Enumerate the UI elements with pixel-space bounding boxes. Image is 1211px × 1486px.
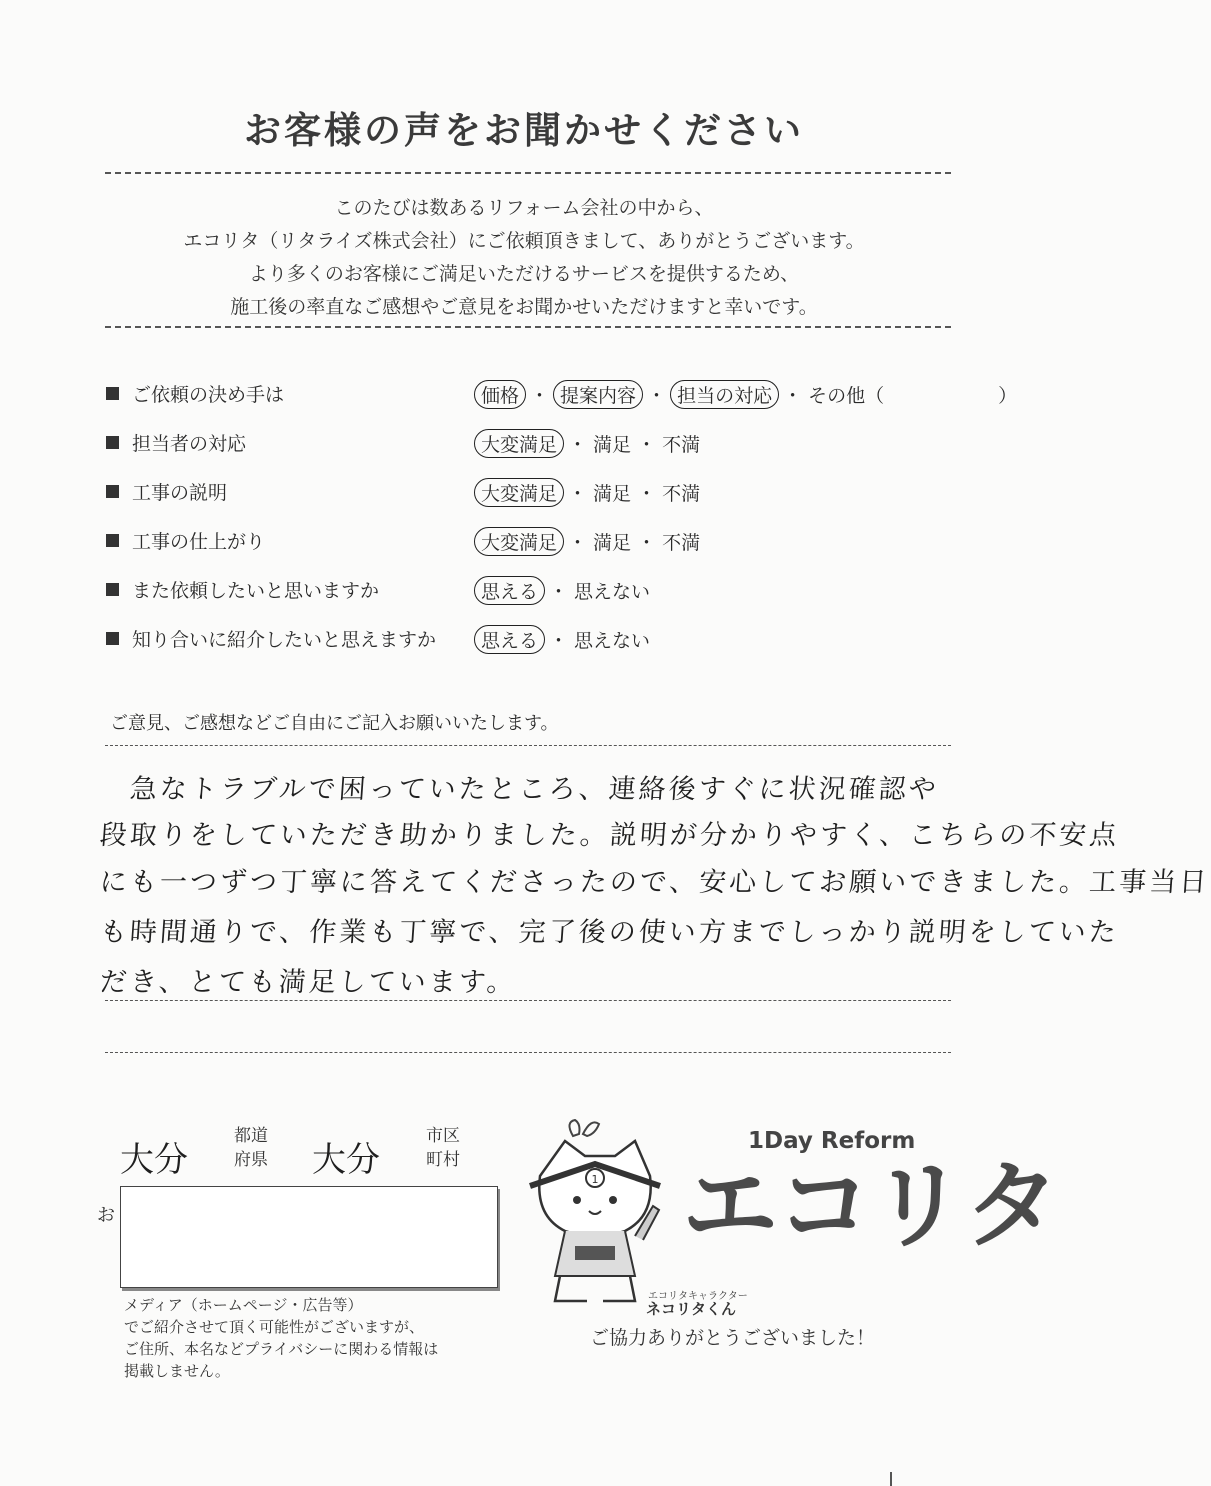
city-suffix-top: 市区: [426, 1126, 460, 1146]
answer-option[interactable]: 満足: [593, 434, 632, 456]
intro-text: [0, 192, 1048, 324]
bullet-square-icon: [106, 387, 119, 400]
option-separator: ・: [549, 581, 569, 603]
bullet-square-icon: [106, 632, 119, 645]
comment-line: 急なトラブルで困っていたところ、連絡後すぐに状況確認や: [128, 774, 940, 805]
answer-option[interactable]: 満足: [593, 532, 632, 554]
notice-line: でご紹介させて頂く可能性がございますが、: [124, 1318, 425, 1336]
notice-line: 掲載しません。: [124, 1362, 230, 1380]
question-row: [106, 478, 966, 508]
redaction-box: [120, 1186, 498, 1288]
comment-line: 段取りをしていただき助かりました。説明が分かりやすく、こちらの不安点: [98, 820, 1121, 851]
option-separator: ・: [637, 434, 657, 456]
option-separator: ・: [647, 385, 667, 407]
question-row: [106, 576, 966, 606]
option-separator: ・: [783, 385, 803, 407]
option-separator: ・: [568, 434, 588, 456]
prefecture-suffix: [234, 1124, 268, 1172]
question-label: ご依頼の決め手は: [132, 384, 285, 406]
comment-rule: [105, 1052, 951, 1053]
answer-option[interactable]: 不満: [662, 532, 701, 554]
mascot-cat-icon: [525, 1116, 665, 1316]
answer-option[interactable]: その他（ ）: [808, 385, 1018, 407]
bullet-square-icon: [106, 534, 119, 547]
prefecture-value: 大分: [120, 1140, 188, 1180]
notice-line: メディア（ホームページ・広告等）: [124, 1296, 363, 1314]
mascot-caption: エコリタキャラクター: [648, 1291, 748, 1302]
option-separator: ・: [568, 483, 588, 505]
answer-options: [474, 625, 652, 654]
bullet-square-icon: [106, 485, 119, 498]
answer-option[interactable]: 不満: [662, 434, 701, 456]
option-separator: ・: [568, 532, 588, 554]
divider-intro: [105, 326, 951, 328]
question-label: 知り合いに紹介したいと思えますか: [132, 629, 437, 651]
answer-option-selected[interactable]: 大変満足: [474, 429, 564, 458]
answer-option[interactable]: 思えない: [574, 630, 651, 652]
answer-options: [474, 429, 702, 458]
comment-line: だき、とても満足しています。: [98, 967, 518, 998]
question-row: [106, 527, 966, 557]
edge-mark: [890, 1472, 892, 1486]
mascot-name: ネコリタくん: [646, 1300, 737, 1318]
question-row: [106, 429, 966, 459]
city-suffix-bottom: 町村: [426, 1150, 460, 1170]
answer-option-selected[interactable]: 大変満足: [474, 527, 564, 556]
question-label: 工事の説明: [132, 482, 228, 504]
prefecture-suffix-bottom: 府県: [234, 1150, 268, 1170]
svg-text:1: 1: [591, 1173, 599, 1186]
answer-option-selected[interactable]: 価格: [474, 380, 526, 409]
answer-option-selected[interactable]: 大変満足: [474, 478, 564, 507]
divider-top: [105, 172, 951, 174]
logo-tagline: 1Day Reform: [748, 1128, 916, 1154]
intro-line: 施工後の率直なご感想やご意見をお聞かせいただけますと幸いです。: [230, 296, 818, 318]
comment-heading: ご意見、ご感想などご自由にご記入お願いいたします。: [110, 713, 559, 734]
option-separator: ・: [549, 630, 569, 652]
intro-line: このたびは数あるリフォーム会社の中から、: [334, 197, 714, 219]
answer-options: [474, 576, 652, 605]
bullet-square-icon: [106, 583, 119, 596]
brand-logo: エコリタ: [682, 1150, 1058, 1262]
answer-option-selected[interactable]: 担当の対応: [670, 380, 779, 409]
answer-option[interactable]: 満足: [593, 483, 632, 505]
question-label: また依頼したいと思いますか: [132, 580, 380, 602]
prefecture-suffix-top: 都道: [234, 1126, 268, 1146]
privacy-notice: [124, 1294, 438, 1382]
comment-rule: [105, 1000, 951, 1001]
answer-option-selected[interactable]: 思える: [474, 576, 545, 605]
question-row: [106, 380, 1018, 410]
name-label: お: [97, 1205, 115, 1226]
option-separator: ・: [637, 483, 657, 505]
option-separator: ・: [637, 532, 657, 554]
question-label: 担当者の対応: [132, 433, 247, 455]
question-label: 工事の仕上がり: [132, 531, 266, 553]
intro-line: より多くのお客様にご満足いただけるサービスを提供するため、: [248, 263, 800, 285]
question-row: [106, 625, 966, 655]
answer-options: [474, 527, 702, 556]
option-separator: ・: [530, 385, 550, 407]
comment-rule: [105, 745, 951, 746]
city-suffix: [426, 1124, 460, 1172]
city-value: 大分: [312, 1140, 380, 1180]
answer-option-selected[interactable]: 思える: [474, 625, 545, 654]
bullet-square-icon: [106, 436, 119, 449]
comment-line: にも一つずつ丁寧に答えてくださったので、安心してお願いできました。工事当日: [98, 867, 1211, 898]
answer-options: [474, 380, 1019, 409]
intro-line: エコリタ（リタライズ株式会社）にご依頼頂きまして、ありがとうございます。: [183, 230, 865, 252]
thanks-message: ご協力ありがとうございました！: [590, 1327, 876, 1349]
page-title: お客様の声をお聞かせください: [244, 109, 804, 152]
answer-option[interactable]: 思えない: [574, 581, 651, 603]
comment-line: も時間通りで、作業も丁寧で、完了後の使い方までしっかり説明をしていた: [98, 917, 1120, 948]
answer-option-selected[interactable]: 提案内容: [553, 380, 643, 409]
notice-line: ご住所、本名などプライバシーに関わる情報は: [124, 1340, 439, 1358]
answer-options: [474, 478, 702, 507]
answer-option[interactable]: 不満: [662, 483, 701, 505]
